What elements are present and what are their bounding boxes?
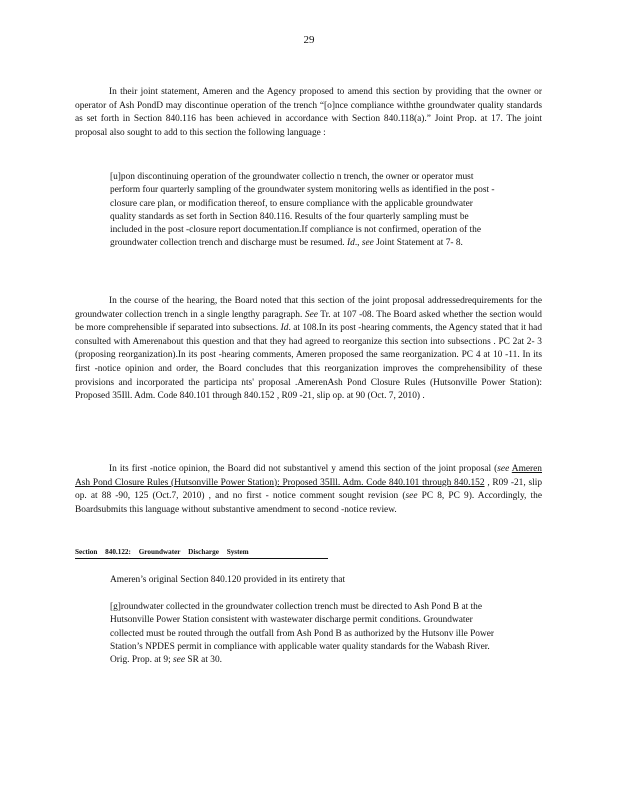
citation-see: See: [304, 309, 318, 320]
citation-text: SR at 30.: [187, 655, 222, 666]
quote-text: [g]roundwater collected in the groundwater collection trench must be directed to Ash Pond B at the Hutsonville Power Station consistent with wastewater discharge permit conditions. Groundwater collected must be routed through the outfall from Ash Pond B as authorized by the Hutsonv ille Power Station’s NPDES permit in compliance with applicable water quality standards for the Wabash River. Orig. Prop. at 9;: [110, 602, 495, 666]
paragraph-text: Tr. at 107 -08. The Board asked whether the section would be more comprehensible if separated into subsections.: [75, 309, 542, 334]
citation-id: Id: [347, 238, 355, 249]
paragraph-text: , R09 -21, slip op. at 88 -90, 125 (Oct.7, 2010) , and no first - notice comment sought revision (: [75, 477, 543, 502]
citation-see: see: [173, 655, 186, 666]
paragraph-text: In their joint statement, Ameren and the Agency proposed to amend this section by providing that the owner or operator of Ash PondD may discontinue operation of the trench “[o]nce compliance withthe groundwater quality standards as set forth in Section 840.116 has been achieved in accordance with Section 840.118(a).” Joint Prop. at 17. The joint proposal also sought to add to this section the following language :: [75, 87, 542, 138]
page-number: 29: [303, 34, 315, 46]
block-quote-groundwater: [110, 601, 500, 667]
paragraph-original-section: [110, 574, 540, 588]
block-quote-discontinue: [u]pon discontinuing operation of the groundwater collectio n trench, the owner or operator must perform four quarterly sampling of the groundwater system monitoring wells as identified in the post -closure care plan, or modification thereof, to ensure compliance with the applicable groundwater quality standards as set forth in Section 840.116. Results of the four quarterly sampling must be included in the post -closure report documentation.If compliance is not confirmed, operation of the groundwater collection trench and discharge must be resumed. Id., see Joint Statement at 7- 8.: [110, 172, 495, 249]
paragraph-text: In the course of the hearing, the Board noted that this section of the joint proposal addressedrequirements for the groundwater collection trench in a single lengthy paragraph.: [75, 296, 542, 320]
paragraph-hearing: [75, 295, 542, 404]
citation-see: see: [405, 491, 418, 502]
citation-see: see: [497, 464, 510, 474]
paragraph-text: PC 8, PC 9). Accordingly, the Boardsubmits this language without substantive amendment to second -notice review.: [75, 491, 542, 515]
paragraph-text: Ameren’s original Section 840.120 provided in its entirety that: [110, 575, 346, 585]
case-citation-link: Ameren Ash Pond Closure Rules (Hutsonville Power Station): Proposed 35Ill. Adm. Code 840.101 through 840.152: [75, 464, 542, 488]
citation-id: Id: [280, 323, 289, 334]
quote-text: [u]pon discontinuing operation of the groundwater collectio n trench, the owner or operator must perform four quarterly sampling of the groundwater system monitoring wells as identified in the post -closure care plan, or modification thereof, to ensure compliance with the applicable groundwater quality standards as set forth in Section 840.116. Results of the four quarterly sampling must be included in the post -closure report documentation.If compliance is not confirmed, operation of the groundwater collection trench and discharge must be resumed.: [110, 172, 495, 249]
paragraph-joint-statement: [75, 86, 542, 140]
paragraph-text: . at 108.In its post -hearing comments, the Agency stated that it had consulted with Amerenabout this question and that they had agreed to reorganize this section into subsections . PC 2at 2- 3 (proposing reorganization).In its post -hearing comments, Ameren proposed the same reorganization. PC 4 at 10 -11. In its first -notice opinion and order, the Board concludes that this reorganization improves the comprehensibility of these provisions and incorporated the participa nts' proposal .AmerenAsh Pond Closure Rules (Hutsonville Power Station): Proposed 35Ill. Adm. Code 840.101 through 840.152 , R09 -21, slip op. at 90 (Oct. 7, 2010) .: [75, 323, 543, 402]
paragraph-first-notice: [75, 463, 542, 517]
paragraph-text: In its first -notice opinion, the Board did not substantivel y amend this section of the joint proposal (: [109, 464, 498, 474]
section-heading: Section 840.122: Groundwater Discharge System: [75, 548, 328, 559]
citation-text: Joint Statement at 7- 8.: [376, 238, 463, 249]
citation-see: see: [361, 238, 374, 249]
